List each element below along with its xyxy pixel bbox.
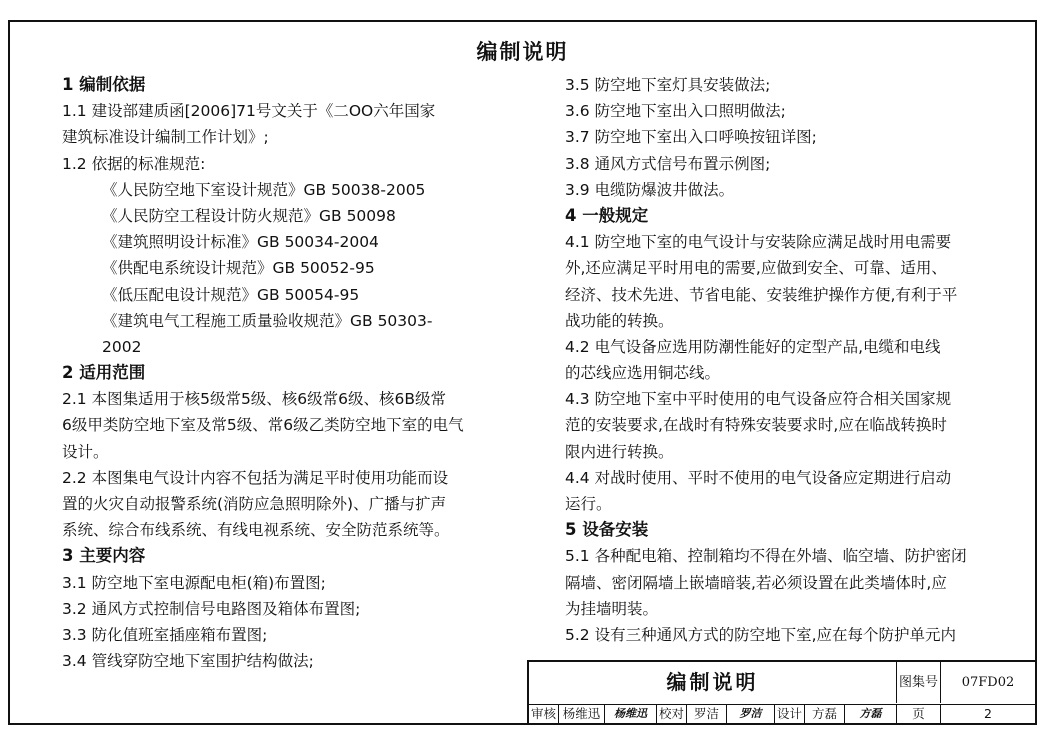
text-line: 3.1 防空地下室电源配电柜(箱)布置图;	[62, 573, 326, 592]
section-heading: 4 一般规定	[565, 205, 649, 225]
text-line: 5.2 设有三种通风方式的防空地下室,应在每个防护单元内	[565, 625, 957, 644]
atlas-number-label: 图集号	[897, 662, 941, 703]
text-line: 的芯线应选用铜芯线。	[565, 364, 721, 383]
review-label: 审核	[529, 705, 559, 723]
text-line: 1.2 依据的标准规范:	[62, 154, 206, 173]
text-line: 3.4 管线穿防空地下室围护结构做法;	[62, 652, 314, 671]
text-line: 3.5 防空地下室灯具安装做法;	[565, 76, 771, 94]
text-line: 3.8 通风方式信号布置示例图;	[565, 154, 771, 173]
left-column	[62, 72, 502, 674]
text-line: 《建筑电气工程施工质量验收规范》GB 50303-	[102, 311, 433, 330]
section-heading: 3 主要内容	[62, 546, 146, 566]
text-line: 系统、综合布线系统、有线电视系统、安全防范系统等。	[62, 521, 450, 540]
text-line: 隔墙、密闭隔墙上嵌墙暗装,若必须设置在此类墙体时,应	[565, 573, 947, 592]
text-line: 3.3 防化值班室插座箱布置图;	[62, 625, 268, 644]
text-line: 3.7 防空地下室出入口呼唤按钮详图;	[565, 128, 817, 147]
section-heading: 1 编制依据	[62, 75, 146, 94]
section-heading: 5 设备安装	[565, 520, 649, 540]
text-line: 《人民防空地下室设计规范》GB 50038-2005	[102, 180, 426, 199]
text-line: 建筑标准设计编制工作计划》;	[62, 128, 269, 147]
page-number: 2	[984, 706, 992, 721]
text-line: 2.1 本图集适用于核5级常5级、核6级常6级、核6B级常	[62, 390, 447, 409]
design-name: 方磊	[805, 705, 845, 723]
text-line: 《低压配电设计规范》GB 50054-95	[102, 285, 360, 304]
section-heading: 2 适用范围	[62, 363, 146, 383]
text-line: 《人民防空工程设计防火规范》GB 50098	[102, 206, 396, 225]
text-line: 置的火灾自动报警系统(消防应急照明除外)、广播与扩声	[62, 495, 447, 513]
text-line: 6级甲类防空地下室及常5级、常6级乙类防空地下室的电气	[62, 416, 464, 435]
text-line: 3.6 防空地下室出入口照明做法;	[565, 102, 786, 121]
design-label: 设计	[775, 705, 805, 723]
text-line: 经济、技术先进、节省电能、安装维护操作方便,有利于平	[565, 285, 958, 304]
text-line: 外,还应满足平时用电的需要,应做到安全、可靠、适用、	[565, 259, 947, 278]
text-line: 《建筑照明设计标准》GB 50034-2004	[102, 233, 379, 252]
title-block-title: 编制说明	[529, 662, 897, 703]
text-line: 4.3 防空地下室中平时使用的电气设备应符合相关国家规	[565, 390, 952, 409]
right-column	[565, 72, 1005, 648]
text-line: 《供配电系统设计规范》GB 50052-95	[102, 259, 375, 278]
text-line: 4.1 防空地下室的电气设计与安装除应满足战时用电需要	[565, 233, 952, 252]
text-line: 3.9 电缆防爆波井做法。	[565, 180, 735, 199]
check-label: 校对	[657, 705, 687, 723]
text-line: 战功能的转换。	[565, 311, 674, 330]
text-line: 2.2 本图集电气设计内容不包括为满足平时使用功能而设	[62, 468, 449, 487]
text-line: 2002	[102, 337, 142, 356]
text-line: 限内进行转换。	[565, 442, 674, 461]
text-line: 1.1 建设部建质函[2006]71号文关于《二OO六年国家	[62, 102, 436, 121]
design-signature: 方磊	[845, 705, 897, 723]
page-title: 编制说明	[476, 40, 569, 64]
title-block	[527, 660, 1035, 723]
text-line: 设计。	[62, 442, 109, 461]
text-line: 4.4 对战时使用、平时不使用的电气设备应定期进行启动	[565, 468, 952, 487]
text-line: 运行。	[565, 495, 612, 513]
review-name: 杨维迅	[559, 705, 605, 723]
text-line: 4.2 电气设备应选用防潮性能好的定型产品,电缆和电线	[565, 337, 941, 356]
text-line: 为挂墙明装。	[565, 599, 659, 618]
review-signature: 杨维迅	[605, 705, 657, 723]
text-line: 3.2 通风方式控制信号电路图及箱体布置图;	[62, 599, 361, 618]
check-name: 罗洁	[687, 705, 727, 723]
text-line: 范的安装要求,在战时有特殊安装要求时,应在临战转换时	[565, 416, 947, 435]
page-label: 页	[897, 705, 941, 723]
check-signature: 罗洁	[727, 705, 775, 723]
text-line: 5.1 各种配电箱、控制箱均不得在外墙、临空墙、防护密闭	[565, 547, 967, 566]
atlas-number: 07FD02	[961, 675, 1015, 690]
